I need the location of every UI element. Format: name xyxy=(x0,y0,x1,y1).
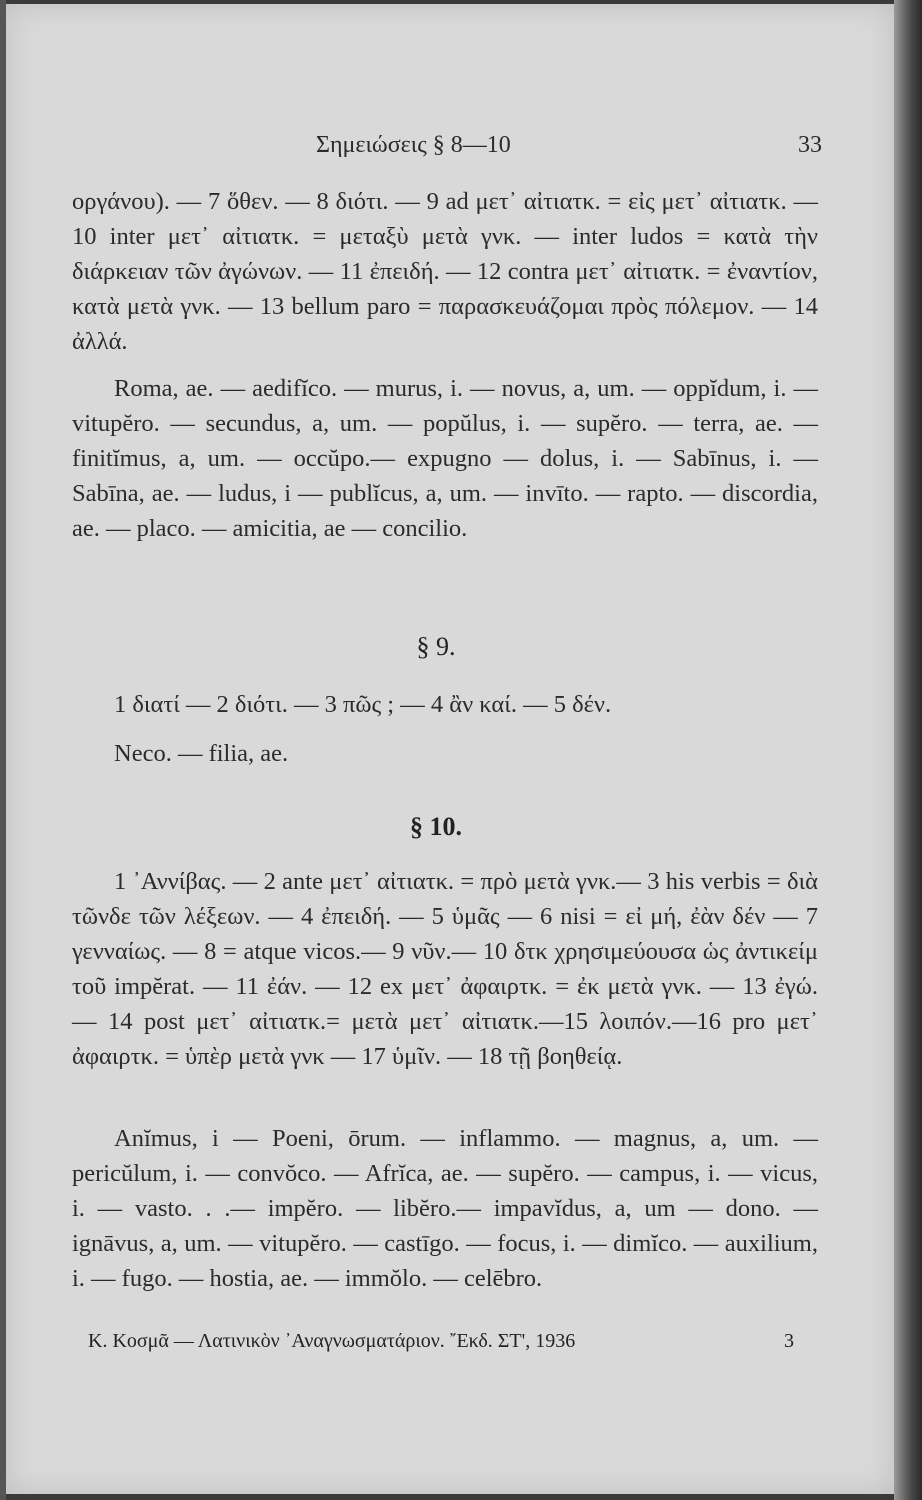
section8-vocabulary xyxy=(72,371,818,546)
printer-signature-mark: 3 xyxy=(784,1330,794,1352)
page-footer xyxy=(88,1330,794,1353)
section10-vocabulary xyxy=(72,1121,818,1296)
section9-heading: § 9. xyxy=(416,632,456,661)
section10-heading: § 10. xyxy=(410,812,462,841)
running-header xyxy=(66,124,826,164)
scan-right-edge xyxy=(894,0,922,1500)
section8-notes-text: οργάνου). — 7 ὅθεν. — 8 διότι. — 9 ad μετ᾽ αἰτιατκ. = εἰς μετ᾽ αἰτιατκ. — 10 inter μετ᾽ αἰτιατκ. = μεταξὺ μετὰ γνκ. — inter ludos = κατὰ τὴν διάρκειαν τῶν ἀγώνων. — 11 ἐπειδή. — 12 contra μετ᾽ αἰτιατκ. = ἐναντίον, κατὰ μετὰ γνκ. — 13 bellum paro = παρασκευάζομαι πρὸς πόλεμον. — 14 ἀλλά. xyxy=(72,188,818,355)
section9-notes-text: 1 διατί — 2 διότι. — 3 πῶς ; — 4 ἂν καί. — 5 δέν. xyxy=(114,691,612,718)
section8-vocab-text: Roma, ae. — aedifĭco. — murus, i. — novus, a, um. — oppĭdum, i. — vitupĕro. — secundus, a, um. — popŭlus, i. — supĕro. — terra, ae. — finitĭmus, a, um. — occŭpo.— expugno — dolus, i. — Sabīnus, i. — Sabīna, ae. — ludus, i — publĭcus, a, um. — invīto. — rapto. — discordia, ae. — placo. — amicitia, ae — concilio. xyxy=(72,375,818,542)
section9-notes xyxy=(72,687,818,722)
section8-notes xyxy=(72,184,818,359)
footer-citation: Κ. Κοσμᾶ — Λατινικὸν ᾽Αναγνωσματάριον. ῎Εκδ. ΣΤ', 1936 xyxy=(88,1330,576,1352)
section9-vocabulary xyxy=(72,736,818,771)
section10-notes xyxy=(72,864,818,1074)
section10-notes-text: 1 ᾽Αννίβας. — 2 ante μετ᾽ αἰτιατκ. = πρὸ μετὰ γνκ.— 3 his verbis = διὰ τῶνδε τῶν λέξεων. — 4 ἐπειδή. — 5 ὑμᾶς — 6 nisi = εἰ μή, ἐὰν δέν — 7 γενναίως. — 8 = atque vicos.— 9 νῦν.— 10 δτκ χρησιμεύουσα ὡς ἀντικείμ τοῦ impĕrat. — 11 ἐάν. — 12 ex μετ᾽ ἀφαιρτκ. = ἐκ μετὰ γνκ. — 13 ἐγώ. — 14 post μετ᾽ αἰτιατκ.= μετὰ μετ᾽ αἰτιατκ.—15 λοιπόν.—16 pro μετ᾽ ἀφαιρτκ. = ὑπὲρ μετὰ γνκ — 17 ὑμῖν. — 18 τῇ βοηθείᾳ. xyxy=(72,868,818,1070)
section10-vocab-text: Anĭmus, i — Poeni, ōrum. — inflammo. — magnus, a, um. — pericŭlum, i. — convŏco. — Afrĭca, ae. — supĕro. — campus, i. — vicus, i. — vasto. . .— impĕro. — libĕro.— impavĭdus, a, um — dono. — ignāvus, a, um. — vitupĕro. — castīgo. — focus, i. — dimĭco. — auxilium, i. — fugo. — hostia, ae. — immŏlo. — celēbro. xyxy=(72,1125,818,1292)
running-title: Σημειώσεις § 8—10 xyxy=(316,132,511,158)
section9-vocab-text: Neco. — filia, ae. xyxy=(114,740,289,767)
book-page xyxy=(6,4,894,1494)
page-number: 33 xyxy=(798,132,822,158)
